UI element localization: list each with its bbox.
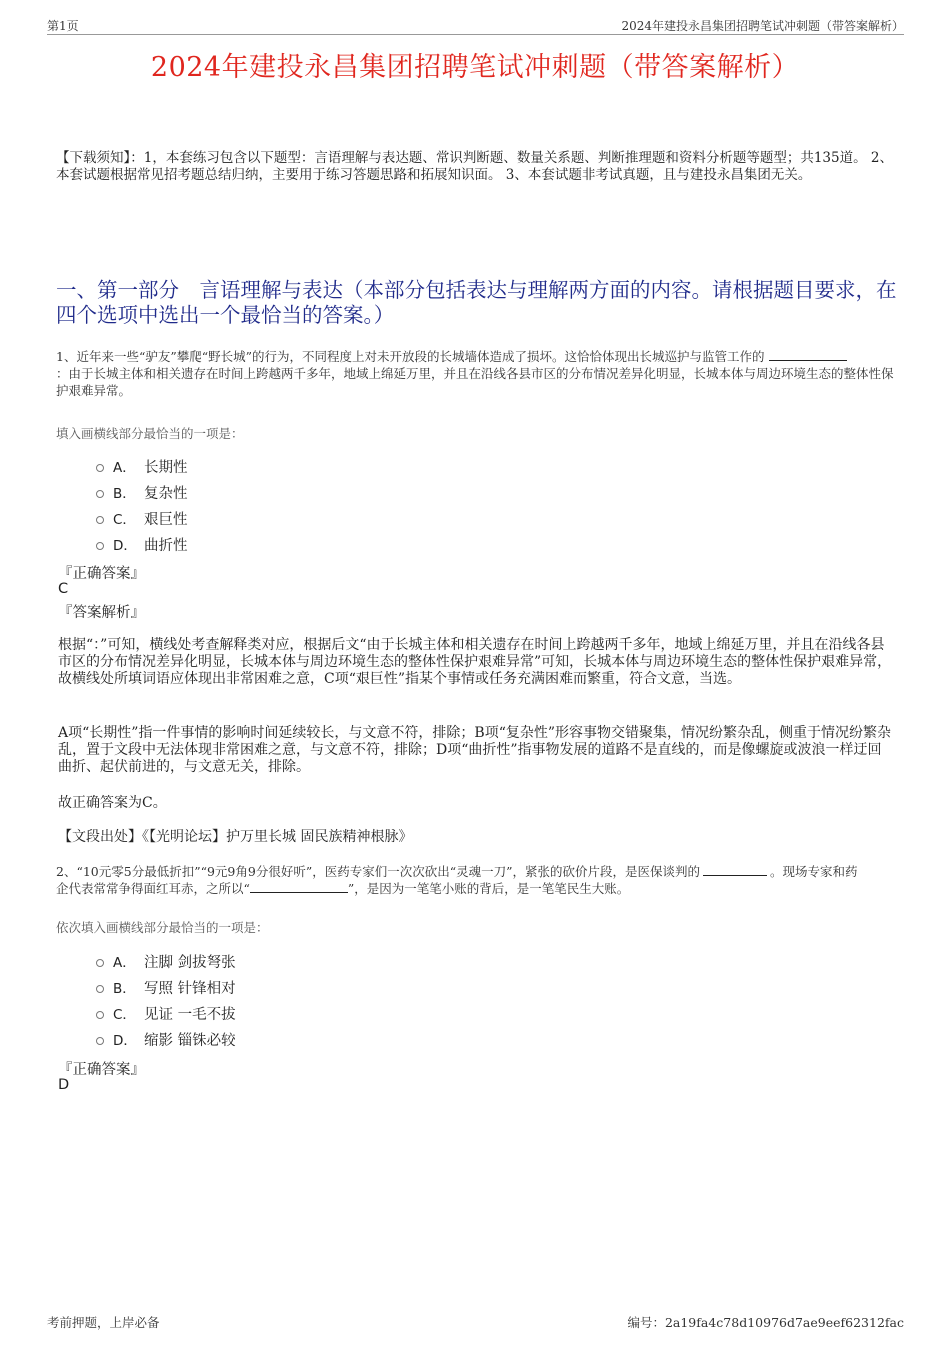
source-citation: 【文段出处】《【光明论坛】护万里长城 固民族精神根脉》 <box>58 829 413 845</box>
question-2-stem: 2、“10元零5分最低折扣”“9元9角9分很好听”，医药专家们一次次砍出“灵魂一刀”，紧张的砍价片段，是医保谈判的 。现场专家和药 企代表常常争得面红耳赤，之所以“ ”，是因为一笔笔小账的背后，是一笔笔民生大账。 <box>56 864 858 896</box>
question-1-stem: 1、近年来一些“驴友”攀爬“野长城”的行为，不同程度上对未开放段的长城墙体造成了损坏。这恰恰体现出长城巡护与监管工作的 ：由于长城主体和相关遗存在时间上跨越两千多年，地域上绵延万里，并且在沿线各县市区的分布情况差异化明显，长城本体与周边环境生态的整体性保护艰难异常。 <box>56 349 894 398</box>
radio-icon[interactable] <box>96 959 104 967</box>
radio-icon[interactable] <box>96 490 104 498</box>
page-number: 第1页 <box>47 19 79 33</box>
radio-icon[interactable] <box>96 542 104 550</box>
radio-icon[interactable] <box>96 1011 104 1019</box>
analysis-paragraph: A项“长期性”指一件事情的影响时间延续较长，与文意不符，排除；B项“复杂性”形容事物交错聚集，情况纷繁杂乱，侧重于情况纷繁杂乱，置于文段中无法体现非常困难之意，与文意不符，排除；D项“曲折性”指事物发展的道路不是直线的，而是像螺旋或波浪一样迂回曲折、起伏前进的，与文意无关，排除。 <box>58 725 892 775</box>
radio-icon[interactable] <box>96 985 104 993</box>
section-heading: 一、第一部分 言语理解与表达（本部分包括表达与理解两方面的内容。请根据题目要求，在四个选项中选出一个最恰当的答案。） <box>56 278 897 327</box>
q1-option-a[interactable]: A． 长期性 <box>96 456 188 476</box>
document-title: 2024年建投永昌集团招聘笔试冲刺题（带答案解析） <box>150 52 800 83</box>
q1-option-c[interactable]: C． 艰巨性 <box>96 508 188 528</box>
radio-icon[interactable] <box>96 1037 104 1045</box>
q2-option-b[interactable]: B． 写照 针锋相对 <box>96 977 236 997</box>
download-notice: 【下载须知】：1，本套练习包含以下题型：言语理解与表达题、常识判断题、数量关系题、判断推理题和资料分析题等题型；共135道。 2、本套试题根据常见招考题总结归纳，主要用于练习答题思路和拓展知识面。 3、本套试题非考试真题，且与建投永昌集团无关。 <box>56 150 893 183</box>
footer-serial: 编号：2a19fa4c78d10976d7ae9eef62312fac <box>627 1315 904 1330</box>
q1-option-d[interactable]: D． 曲折性 <box>96 534 188 554</box>
answer-blank <box>703 865 767 876</box>
radio-icon[interactable] <box>96 464 104 472</box>
q1-option-b[interactable]: B． 复杂性 <box>96 482 188 502</box>
header-doc-title: 2024年建投永昌集团招聘笔试冲刺题（带答案解析） <box>621 19 904 33</box>
page-header <box>47 15 904 35</box>
answer-value: C <box>58 581 69 597</box>
answer-value: D <box>58 1077 70 1093</box>
question-2-instruction: 依次填入画横线部分最恰当的一项是： <box>56 920 269 935</box>
conclusion: 故正确答案为C。 <box>58 795 167 811</box>
q2-option-c[interactable]: C． 见证 一毛不拔 <box>96 1003 236 1023</box>
answer-label: 『正确答案』 <box>58 566 145 582</box>
analysis-label: 『答案解析』 <box>58 605 145 621</box>
answer-label: 『正确答案』 <box>58 1062 145 1078</box>
radio-icon[interactable] <box>96 516 104 524</box>
q2-option-a[interactable]: A． 注脚 剑拔弩张 <box>96 951 236 971</box>
q2-option-d[interactable]: D． 缩影 锱铢必较 <box>96 1029 236 1049</box>
answer-blank <box>769 350 847 361</box>
footer-slogan: 考前押题，上岸必备 <box>47 1315 160 1330</box>
question-1-instruction: 填入画横线部分最恰当的一项是： <box>56 426 244 441</box>
answer-blank <box>250 882 348 893</box>
analysis-paragraph: 根据“：”可知，横线处考查解释类对应，根据后文“由于长城主体和相关遗存在时间上跨越两千多年，地域上绵延万里，并且在沿线各县市区的分布情况差异化明显，长城本体与周边环境生态的整体性保护艰难异常”可知，长城本体与周边环境生态的整体性保护艰难异常，故横线处所填词语应体现出非常困难之意，C项“艰巨性”指某个事情或任务充满困难而繁重，符合文意，当选。 <box>58 637 892 687</box>
